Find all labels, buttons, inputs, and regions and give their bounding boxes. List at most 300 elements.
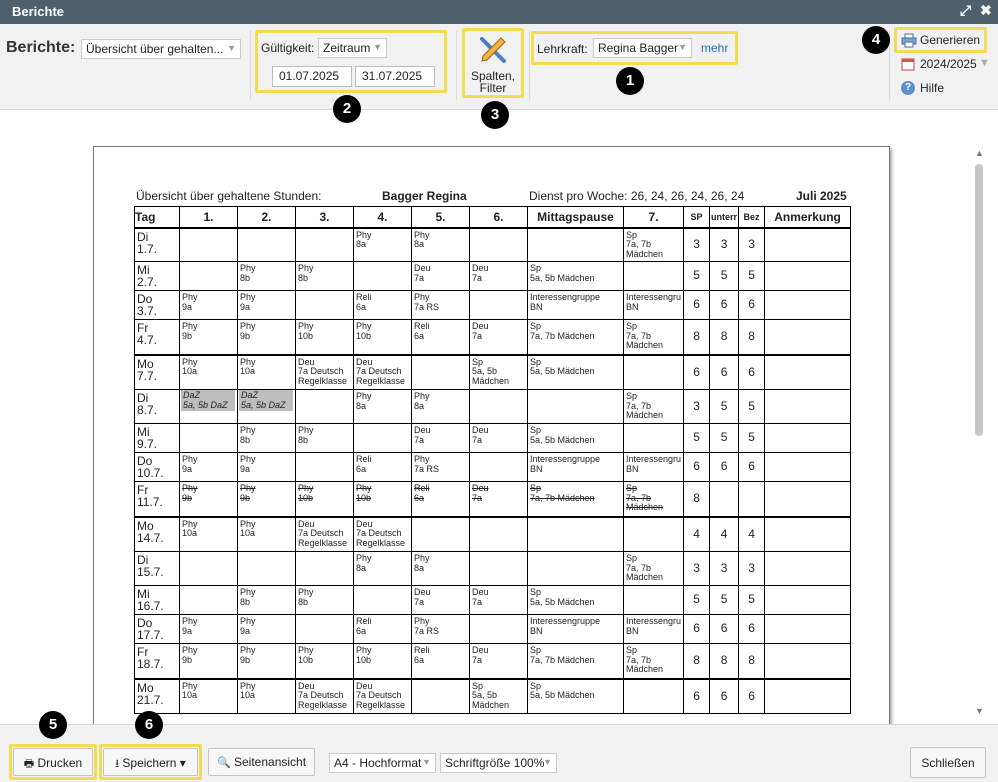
berichte-label: Berichte: xyxy=(6,39,76,56)
day-name: Di xyxy=(137,553,149,567)
lesson-detail: Regelklasse xyxy=(298,537,348,548)
lesson-cell xyxy=(180,262,238,291)
lesson-detail: 7a xyxy=(472,596,483,607)
lesson-cell xyxy=(528,453,624,482)
unterr-cell: 3 xyxy=(710,552,739,586)
lesson-cell xyxy=(624,679,684,714)
lesson-cell xyxy=(624,615,684,644)
lesson-detail: 8b xyxy=(240,596,251,607)
column-header: 2. xyxy=(238,207,296,228)
lesson-cell xyxy=(180,552,238,586)
lesson-cell xyxy=(412,262,470,291)
lesson-detail: 5a, 5b xyxy=(472,366,498,376)
day-cell xyxy=(135,228,180,262)
lesson-detail: 8b xyxy=(298,272,309,283)
sp-cell: 5 xyxy=(684,262,710,291)
day-date: 16.7. xyxy=(137,599,164,613)
page-format-select[interactable] xyxy=(329,753,436,773)
lesson-detail: 8a xyxy=(356,562,367,573)
anmerkung-cell xyxy=(765,390,851,424)
day-name: Mi xyxy=(137,263,150,277)
bez-cell xyxy=(739,482,765,517)
lesson-detail: 7a, 7b Mädchen xyxy=(530,492,595,503)
day-name: Di xyxy=(137,391,149,405)
lesson-cell xyxy=(528,615,624,644)
lesson-cell xyxy=(354,552,412,586)
lesson-detail: 7a, 7b xyxy=(626,654,652,665)
callout-badge-5: 5 xyxy=(39,711,67,739)
lesson-detail: 5a, 5b xyxy=(472,690,498,700)
table-row xyxy=(135,482,851,517)
bez-cell: 6 xyxy=(739,453,765,482)
separator xyxy=(250,30,251,100)
lesson-cell xyxy=(238,453,296,482)
lesson-cell xyxy=(296,355,354,390)
sp-cell: 8 xyxy=(684,320,710,355)
day-name: Do xyxy=(137,292,153,306)
lesson-cell xyxy=(412,615,470,644)
day-date: 7.7. xyxy=(137,368,158,383)
report-type-value: Übersicht über gehalten... xyxy=(86,42,224,56)
lesson-detail: 10b xyxy=(356,654,372,665)
sp-cell: 8 xyxy=(684,644,710,679)
lesson-detail: 7a Deutsch xyxy=(298,366,344,376)
anmerkung-cell xyxy=(765,644,851,679)
lesson-detail: 7a, 7b xyxy=(626,400,652,411)
lesson-subject: Phy xyxy=(298,263,314,273)
lesson-subject: Sp xyxy=(530,645,542,655)
lesson-cell xyxy=(412,320,470,355)
day-name: Mi xyxy=(137,587,150,601)
lesson-detail: 7a, 7b xyxy=(626,239,652,249)
lesson-subject: Phy xyxy=(356,321,372,331)
lesson-cell xyxy=(354,615,412,644)
lesson-cell xyxy=(624,390,684,424)
lesson-subject: Phy xyxy=(240,425,256,435)
lesson-subject: Phy xyxy=(240,616,256,626)
lesson-cell xyxy=(528,228,624,262)
lesson-cell xyxy=(238,424,296,453)
lesson-detail: 6a xyxy=(414,654,425,665)
table-body xyxy=(135,228,851,714)
unterr-cell: 6 xyxy=(710,615,739,644)
lesson-subject: Interessengru xyxy=(626,454,682,464)
hilfe-button[interactable] xyxy=(901,80,961,98)
sp-cell: 5 xyxy=(684,424,710,453)
unterr-cell xyxy=(710,482,739,517)
spalten-label-line2: Filter xyxy=(479,81,507,95)
unterr-cell: 6 xyxy=(710,291,739,320)
drucken-label: Drucken xyxy=(37,756,83,770)
unterr-cell: 8 xyxy=(710,644,739,679)
lesson-cell xyxy=(412,644,470,679)
lesson-detail: Regelklasse xyxy=(298,375,348,386)
lesson-detail: Regelklasse xyxy=(356,375,406,386)
lesson-subject: Deu xyxy=(472,321,489,331)
lesson-detail: 10a xyxy=(182,690,198,700)
table-row xyxy=(135,552,851,586)
lesson-detail: 8b xyxy=(240,434,251,445)
lesson-subject: Phy xyxy=(414,553,430,563)
separator xyxy=(529,30,530,100)
lesson-subject: Reli xyxy=(356,454,372,464)
lesson-detail: 9a xyxy=(182,625,193,636)
lesson-cell xyxy=(528,390,624,424)
unterr-cell: 5 xyxy=(710,586,739,615)
scroll-up-icon[interactable]: ▲ xyxy=(975,148,984,158)
lesson-subject: Sp xyxy=(626,483,638,493)
sp-cell: 5 xyxy=(684,586,710,615)
unterr-cell: 6 xyxy=(710,355,739,390)
bez-cell: 5 xyxy=(739,424,765,453)
lesson-subject: DaZ xyxy=(183,390,201,400)
report-header xyxy=(134,189,848,203)
bez-cell: 6 xyxy=(739,355,765,390)
lesson-subject: Phy xyxy=(240,518,256,529)
table-row xyxy=(135,615,851,644)
lesson-subject: Phy xyxy=(414,454,430,464)
column-header: unterr xyxy=(710,207,739,228)
generieren-button[interactable] xyxy=(899,31,985,51)
day-cell xyxy=(135,586,180,615)
lesson-cell xyxy=(354,390,412,424)
lesson-detail: 7a, 7b Mädchen xyxy=(530,330,595,341)
lesson-detail: 7a xyxy=(472,330,483,341)
lesson-detail: 10a xyxy=(182,528,198,538)
anmerkung-cell xyxy=(765,586,851,615)
lesson-cell xyxy=(412,552,470,586)
lesson-cell xyxy=(238,390,296,424)
schliessen-button[interactable] xyxy=(910,747,986,778)
printer-icon xyxy=(901,33,917,48)
anmerkung-cell xyxy=(765,262,851,291)
lesson-cell xyxy=(528,517,624,552)
day-date: 10.7. xyxy=(137,466,164,480)
lesson-cell xyxy=(180,320,238,355)
lesson-subject: Deu xyxy=(356,680,373,691)
lesson-cell xyxy=(412,291,470,320)
lesson-cell xyxy=(354,517,412,552)
lesson-cell xyxy=(412,517,470,552)
lesson-cell xyxy=(470,586,528,615)
lesson-detail: 7a xyxy=(414,272,425,283)
lesson-subject: Phy xyxy=(298,425,314,435)
lesson-detail: 9b xyxy=(240,492,251,503)
lesson-subject: Deu xyxy=(472,645,489,655)
lesson-detail: Mädchen xyxy=(626,248,664,259)
day-cell xyxy=(135,679,180,714)
callout-badge-6: 6 xyxy=(135,711,163,739)
lesson-detail: Regelklasse xyxy=(356,537,406,548)
table-row xyxy=(135,586,851,615)
lesson-subject: Interessengru xyxy=(626,292,682,302)
table-row xyxy=(135,355,851,390)
lesson-detail: 7a xyxy=(414,596,425,607)
lesson-subject: Phy xyxy=(182,680,198,691)
lesson-detail: 8b xyxy=(240,272,251,283)
day-cell xyxy=(135,615,180,644)
sp-cell: 6 xyxy=(684,453,710,482)
lesson-cell xyxy=(412,424,470,453)
lesson-cell xyxy=(528,291,624,320)
bez-cell: 4 xyxy=(739,517,765,552)
column-header: 5. xyxy=(412,207,470,228)
lesson-cell xyxy=(354,453,412,482)
lesson-cell xyxy=(624,453,684,482)
anmerkung-cell xyxy=(765,552,851,586)
lesson-subject: Sp xyxy=(530,321,542,331)
lesson-cell xyxy=(296,517,354,552)
lesson-detail: 5a, 5b DaZ xyxy=(183,399,228,410)
lesson-detail: BN xyxy=(530,625,543,636)
lesson-cell xyxy=(354,424,412,453)
table-row xyxy=(135,517,851,552)
lesson-cell xyxy=(528,262,624,291)
lesson-subject: Sp xyxy=(626,553,638,563)
column-header: Bez xyxy=(739,207,765,228)
lesson-cell xyxy=(238,262,296,291)
day-cell xyxy=(135,482,180,517)
vertical-scrollbar[interactable] xyxy=(975,150,983,716)
lesson-subject: Phy xyxy=(356,483,372,493)
day-name: Mo xyxy=(137,680,154,695)
lesson-cell xyxy=(412,453,470,482)
unterr-cell: 5 xyxy=(710,262,739,291)
lesson-subject: Sp xyxy=(472,680,484,691)
report-type-select[interactable] xyxy=(81,39,241,59)
lesson-cell xyxy=(470,355,528,390)
unterr-cell: 5 xyxy=(710,424,739,453)
toolbar xyxy=(0,24,998,110)
date-from-input[interactable]: 01.07.2025 xyxy=(272,66,352,87)
anmerkung-cell xyxy=(765,291,851,320)
lesson-subject: Phy xyxy=(240,454,256,464)
spalten-filter-button[interactable] xyxy=(466,32,520,96)
lesson-detail: 7a xyxy=(414,434,425,445)
table-row xyxy=(135,390,851,424)
lesson-detail: 9a xyxy=(240,301,251,312)
callout-badge-4: 4 xyxy=(862,26,890,54)
lesson-subject: Deu xyxy=(472,263,489,273)
lesson-detail: 8a xyxy=(356,239,367,249)
lesson-cell xyxy=(470,615,528,644)
lesson-cell xyxy=(528,482,624,517)
lesson-cell xyxy=(238,291,296,320)
lesson-cell xyxy=(180,482,238,517)
lesson-detail: BN xyxy=(530,301,543,312)
lesson-subject: Phy xyxy=(240,483,256,493)
lesson-subject: Deu xyxy=(472,483,489,493)
lesson-subject: Phy xyxy=(240,321,256,331)
day-name: Fr xyxy=(137,645,149,659)
lesson-cell xyxy=(528,552,624,586)
lesson-subject: Phy xyxy=(240,645,256,655)
report-teacher: Bagger Regina xyxy=(382,189,467,203)
lesson-detail: BN xyxy=(626,301,639,312)
lesson-cell xyxy=(624,355,684,390)
year-selector[interactable] xyxy=(901,56,991,74)
lesson-detail: 8a xyxy=(414,400,425,411)
lesson-cell xyxy=(354,482,412,517)
lesson-subject: Interessengruppe xyxy=(530,616,601,626)
lesson-detail: 9b xyxy=(182,654,193,665)
lesson-cell xyxy=(470,262,528,291)
sp-cell: 8 xyxy=(684,482,710,517)
lesson-subject: Phy xyxy=(240,292,256,302)
maximize-icon[interactable]: ⤢ xyxy=(960,2,972,18)
day-cell xyxy=(135,291,180,320)
table-row xyxy=(135,679,851,714)
speichern-label: Speichern ▾ xyxy=(122,756,186,770)
seitenansicht-button[interactable] xyxy=(208,748,315,776)
lesson-detail: 7a xyxy=(472,434,483,445)
anmerkung-cell xyxy=(765,517,851,552)
lesson-detail: 7a, 7b Mädchen xyxy=(530,654,595,665)
lesson-detail: Mädchen xyxy=(626,410,664,420)
lesson-cell xyxy=(296,482,354,517)
font-size-select[interactable] xyxy=(440,753,557,773)
column-header: 6. xyxy=(470,207,528,228)
table-row xyxy=(135,262,851,291)
lesson-subject: Phy xyxy=(356,645,372,655)
lesson-detail: Mädchen xyxy=(626,572,664,582)
day-cell xyxy=(135,320,180,355)
help-icon: ? xyxy=(901,81,915,95)
lesson-cell xyxy=(470,228,528,262)
lesson-detail: 6a xyxy=(414,330,425,341)
scrollbar-thumb[interactable] xyxy=(975,164,983,436)
lesson-cell xyxy=(238,615,296,644)
lesson-cell xyxy=(180,228,238,262)
day-name: Fr xyxy=(137,321,149,335)
lesson-subject: Phy xyxy=(414,292,430,302)
lesson-cell xyxy=(180,644,238,679)
column-header: 1. xyxy=(180,207,238,228)
sp-cell: 3 xyxy=(684,552,710,586)
sp-cell: 6 xyxy=(684,291,710,320)
lesson-cell xyxy=(354,355,412,390)
lesson-cell xyxy=(470,517,528,552)
lesson-cell xyxy=(238,355,296,390)
lesson-subject: Phy xyxy=(240,680,256,691)
lesson-cell xyxy=(624,644,684,679)
lesson-detail: 7a RS xyxy=(414,625,440,636)
day-cell xyxy=(135,552,180,586)
lesson-cell xyxy=(470,424,528,453)
mehr-link[interactable]: mehr xyxy=(701,41,729,55)
date-to-input[interactable]: 31.07.2025 xyxy=(355,66,435,87)
lesson-cell xyxy=(238,644,296,679)
column-header: 4. xyxy=(354,207,412,228)
lesson-cell xyxy=(624,291,684,320)
column-header: 3. xyxy=(296,207,354,228)
chevron-down-icon: ▼ xyxy=(422,757,431,767)
bez-cell: 5 xyxy=(739,262,765,291)
lesson-detail: Mädchen xyxy=(626,664,664,674)
day-date: 18.7. xyxy=(137,657,164,671)
day-date: 2.7. xyxy=(137,275,158,289)
unterr-cell: 6 xyxy=(710,679,739,714)
lesson-subject: Deu xyxy=(298,518,315,529)
lesson-subject: Phy xyxy=(182,616,198,626)
sp-cell: 3 xyxy=(684,228,710,262)
report-title: Übersicht über gehaltene Stunden: xyxy=(136,189,322,203)
lesson-subject: Reli xyxy=(356,616,372,626)
report-dienst: Dienst pro Woche: 26, 24, 26, 24, 26, 24 xyxy=(529,189,745,203)
lesson-subject: Deu xyxy=(414,263,431,273)
callout-badge-2: 2 xyxy=(333,95,361,123)
lesson-cell xyxy=(412,482,470,517)
day-name: Mo xyxy=(137,518,154,533)
window-title: Berichte xyxy=(12,4,65,19)
search-icon: 🔍 xyxy=(216,757,231,769)
lesson-detail: 9b xyxy=(182,492,193,503)
lesson-cell xyxy=(470,679,528,714)
anmerkung-cell xyxy=(765,320,851,355)
lesson-detail: 9a xyxy=(182,463,193,474)
lesson-detail: Regelklasse xyxy=(298,699,348,710)
lehrkraft-select[interactable] xyxy=(593,38,692,58)
report-page xyxy=(93,146,890,724)
day-date: 1.7. xyxy=(137,241,158,256)
lesson-cell xyxy=(470,320,528,355)
lesson-detail: 8b xyxy=(298,434,309,445)
table-row xyxy=(135,291,851,320)
lesson-detail: 7a Deutsch xyxy=(356,366,402,376)
year-label: 2024/2025 xyxy=(920,57,977,71)
lesson-cell xyxy=(238,586,296,615)
close-icon[interactable]: ✖ xyxy=(980,2,992,18)
lesson-cell xyxy=(296,262,354,291)
lesson-detail: 5a, 5b Mädchen xyxy=(530,366,595,376)
anmerkung-cell xyxy=(765,482,851,517)
lesson-cell xyxy=(624,552,684,586)
lesson-subject: Sp xyxy=(530,425,542,435)
seitenansicht-label: Seitenansicht xyxy=(234,755,307,769)
anmerkung-cell xyxy=(765,615,851,644)
lesson-detail: 7a, 7b xyxy=(626,562,652,573)
gueltigkeit-value: Zeitraum xyxy=(323,41,371,55)
window-titlebar xyxy=(0,0,998,24)
lesson-cell xyxy=(296,615,354,644)
lesson-subject: Phy xyxy=(182,321,198,331)
callout-badge-3: 3 xyxy=(481,101,509,129)
lesson-detail: 5a, 5b Mädchen xyxy=(530,596,595,607)
day-cell xyxy=(135,453,180,482)
lesson-cell xyxy=(354,228,412,262)
lesson-cell xyxy=(624,586,684,615)
speichern-button[interactable] xyxy=(103,748,198,776)
lesson-cell xyxy=(238,552,296,586)
lesson-subject: Phy xyxy=(182,356,198,367)
day-cell xyxy=(135,355,180,390)
lesson-cell xyxy=(624,320,684,355)
drucken-button[interactable] xyxy=(13,748,93,776)
table-row xyxy=(135,228,851,262)
lesson-detail: 10a xyxy=(240,366,256,376)
gueltigkeit-select[interactable] xyxy=(318,38,387,58)
column-header: 7. xyxy=(624,207,684,228)
lesson-cell xyxy=(354,291,412,320)
scroll-down-icon[interactable]: ▼ xyxy=(975,706,984,716)
lesson-cell xyxy=(180,355,238,390)
day-date: 8.7. xyxy=(137,403,158,417)
lesson-detail: 6a xyxy=(414,492,425,503)
lesson-subject: Deu xyxy=(298,680,315,691)
bez-cell: 5 xyxy=(739,390,765,424)
day-name: Do xyxy=(137,616,153,630)
lesson-cell xyxy=(624,228,684,262)
